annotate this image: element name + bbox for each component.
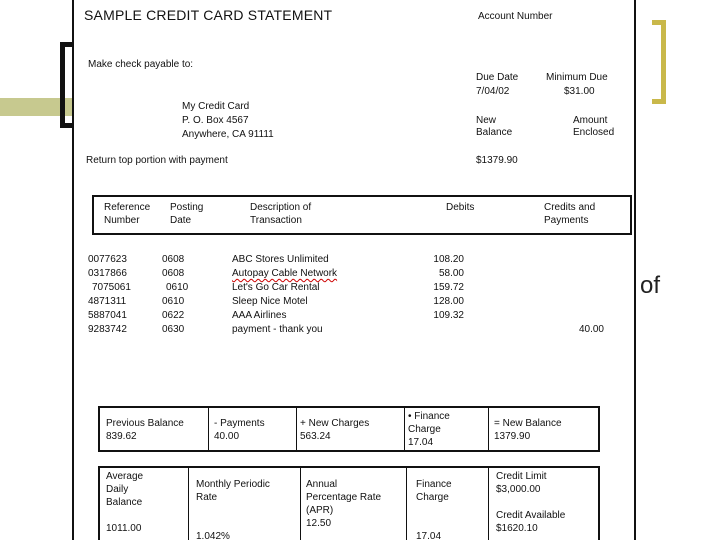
average-daily-balance-cell: Average Daily Balance 1011.00 [106,471,144,534]
transaction-debit: 108.20 [433,254,464,265]
payee-line-1: My Credit Card [182,101,250,112]
debits-header: Debits [446,202,475,213]
finance-charge-rate-cell: Finance Charge 17.04 [416,479,452,542]
transaction-desc: Sleep Nice Motel [232,296,308,307]
transaction-desc: Let's Go Car Rental [232,282,320,293]
transaction-date: 0622 [162,310,185,321]
apr-cell: Annual Percentage Rate (APR) 12.50 [306,479,382,529]
reference-number-header: Reference Number [104,202,151,226]
top-new-balance-value: $1379.90 [476,155,518,166]
transaction-debit: 109.32 [433,310,464,321]
credit-limit-cell: Credit Limit $3,000.00 Credit Available $1620.10 [496,471,566,534]
amount-enclosed-label: Amount Enclosed [573,115,615,138]
transaction-desc: ABC Stores Unlimited [232,254,329,265]
transaction-date: 0608 [162,254,185,265]
transaction-date: 0610 [162,296,185,307]
rates-summary [98,466,600,540]
description-header: Description of Transaction [250,202,312,226]
transaction-debit: 128.00 [433,296,464,307]
transaction-date: 0630 [162,324,185,335]
finance-charge-summary-cell: • Finance Charge 17.04 [408,411,450,448]
transaction-date: 0610 [166,282,189,293]
transaction-debit: 58.00 [438,268,464,279]
due-date-value: 7/04/02 [476,86,510,97]
balance-summary [98,406,600,452]
previous-balance-cell: Previous Balance 839.62 [106,418,184,442]
check-payable-label: Make check payable to: [88,59,194,70]
monthly-periodic-rate-cell: Monthly Periodic Rate 1.042% [196,479,270,542]
new-charges-cell: + New Charges 563.24 [300,418,370,442]
minimum-due-label: Minimum Due [546,72,608,83]
payee-line-3: Anywhere, CA 91111 [182,129,274,140]
due-date-label: Due Date [476,72,519,83]
transaction-debit: 159.72 [433,282,464,293]
transaction-ref: 4871311 [88,296,127,307]
account-number-label: Account Number [478,11,553,22]
credits-payments-header: Credits and Payments [544,202,596,226]
credit-card-statement [72,0,636,540]
payee-line-2: P. O. Box 4567 [182,115,249,126]
transaction-ref: 0317866 [88,268,127,279]
transaction-ref: 5887041 [88,310,127,321]
transaction-desc: AAA Airlines [232,310,287,321]
minimum-due-value: $31.00 [564,86,595,97]
transaction-ref: 9283742 [88,324,127,335]
transaction-ref: 0077623 [88,254,127,265]
left-bracket-decoration [60,42,72,128]
transaction-desc: payment - thank you [232,324,323,335]
transaction-ref: 7075061 [92,282,131,293]
right-bracket-decoration [652,20,666,104]
transaction-header [92,195,632,235]
new-balance-label: New Balance [476,115,513,138]
transaction-date: 0608 [162,268,185,279]
transaction-desc: Autopay Cable Network [232,268,338,279]
payments-cell: - Payments 40.00 [214,418,265,442]
transaction-credit: 40.00 [578,324,604,335]
slide-trailing-text: of [640,272,661,299]
return-portion-note: Return top portion with payment [86,155,228,166]
statement-title: SAMPLE CREDIT CARD STATEMENT [84,7,333,23]
new-balance-summary-cell: = New Balance 1379.90 [494,418,562,442]
posting-date-header: Posting Date [170,202,204,226]
